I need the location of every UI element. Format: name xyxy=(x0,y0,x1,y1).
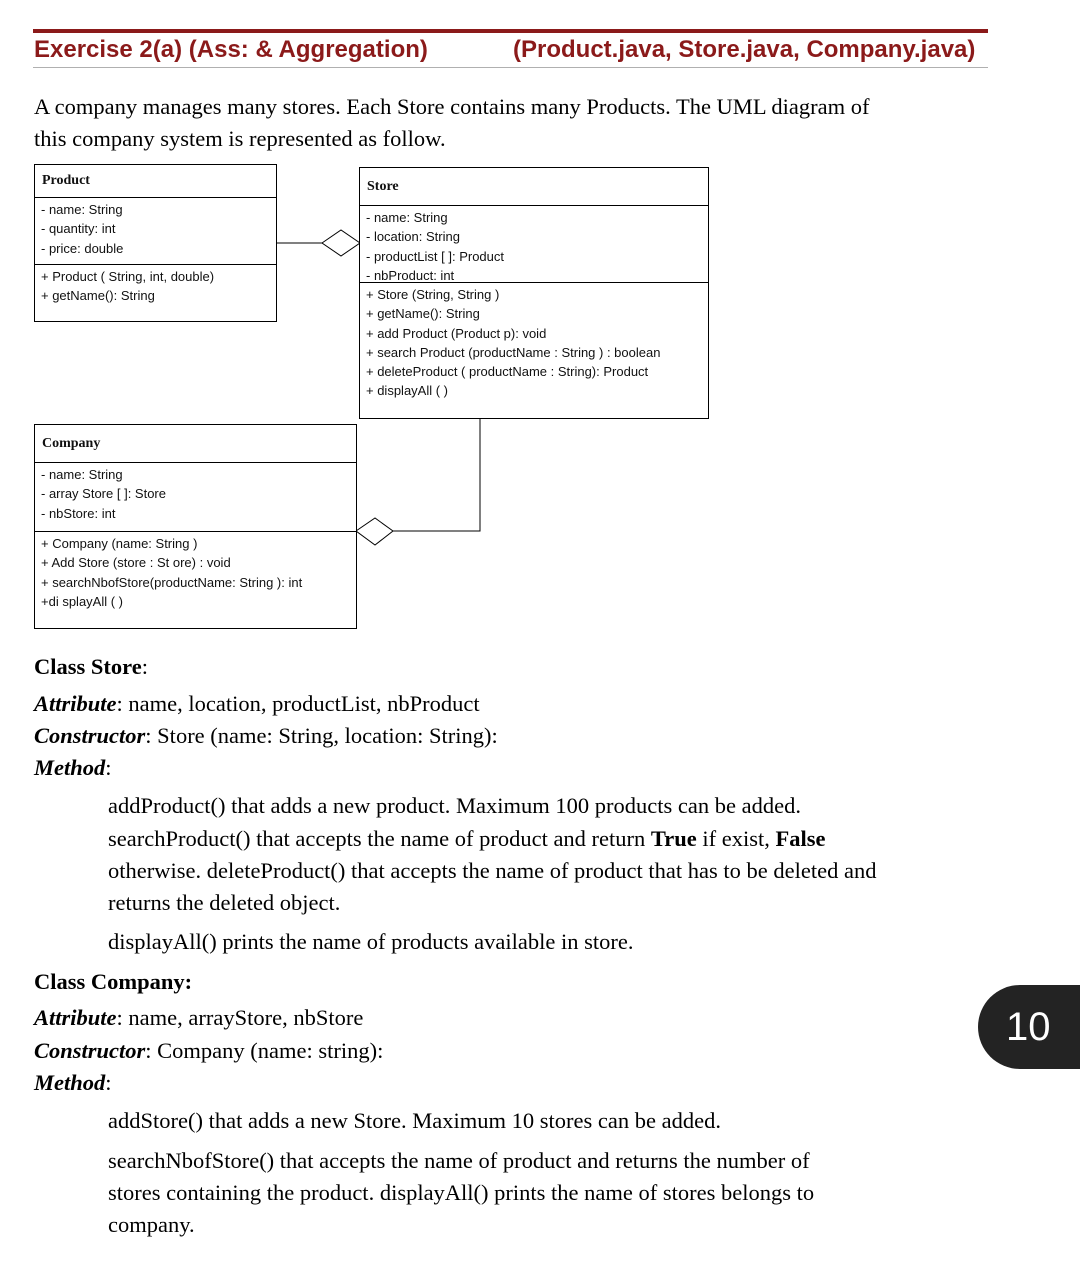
uml-method: + getName(): String xyxy=(41,288,155,304)
attribute-label: Attribute xyxy=(34,1005,117,1030)
uml-method: +di splayAll ( ) xyxy=(41,593,123,609)
search-text-b: if exist, xyxy=(696,826,776,851)
false-keyword: False xyxy=(775,826,826,851)
constructor-label: Constructor xyxy=(34,1038,146,1063)
exercise-title: Exercise 2(a) (Ass: & Aggregation) xyxy=(34,36,428,63)
page-number-badge xyxy=(978,985,1080,1069)
method-label: Method xyxy=(34,755,106,780)
uml-class-name: Store xyxy=(360,168,708,206)
intro-line-1: A company manages many stores. Each Store contains many Products. The UML diagram of xyxy=(34,94,870,119)
uml-attribute: - name: String xyxy=(41,202,123,217)
store-constructor-line xyxy=(34,720,498,752)
uml-attribute: - nbStore: int xyxy=(41,505,116,521)
constructor-label: Constructor xyxy=(34,723,146,748)
intro-line-2: this company system is represented as follow. xyxy=(34,126,446,151)
uml-method: + searchNbofStore(productName: String ): int xyxy=(41,574,303,590)
store-method-delete: otherwise. deleteProduct() that accepts the name of product that has to be deleted and xyxy=(108,858,877,883)
page-number: 10 xyxy=(1006,1004,1051,1049)
store-method-add: addProduct() that adds a new product. Maximum 100 products can be added. xyxy=(108,793,801,818)
store-method-delete-cont: returns the deleted object. xyxy=(108,890,341,915)
uml-method: + search Product (productName : String ) : boolean xyxy=(366,344,661,360)
uml-class-name: Product xyxy=(35,165,276,198)
company-method-line xyxy=(34,1067,112,1099)
uml-attributes xyxy=(35,198,276,265)
company-aggregation-diamond xyxy=(356,518,393,545)
store-method-line xyxy=(34,752,112,784)
uml-attribute: - array Store [ ]: Store xyxy=(41,486,166,502)
uml-class-product xyxy=(34,164,277,322)
company-heading: Class Company: xyxy=(34,969,193,994)
exercise-files: (Product.java, Store.java, Company.java) xyxy=(513,36,976,63)
uml-attribute: - name: String xyxy=(41,467,123,482)
true-keyword: True xyxy=(650,826,697,851)
uml-methods xyxy=(360,283,708,401)
uml-method: + add Product (Product p): void xyxy=(366,325,547,341)
attribute-text: : name, arrayStore, nbStore xyxy=(116,1005,364,1030)
store-company-line xyxy=(393,418,480,531)
uml-attribute: - nbProduct: int xyxy=(366,267,455,283)
uml-attribute: - productList [ ]: Product xyxy=(366,248,505,264)
search-text-a: searchProduct() that accepts the name of product and return xyxy=(108,826,651,851)
method-suffix: : xyxy=(105,755,112,780)
company-method-search-cont: stores containing the product. displayAll() prints the name of stores belongs to xyxy=(108,1180,815,1205)
uml-method: + displayAll ( ) xyxy=(366,383,448,399)
company-constructor-line xyxy=(34,1035,383,1067)
store-attribute-line xyxy=(34,688,480,720)
method-label: Method xyxy=(34,1070,106,1095)
store-heading-text: Class Store xyxy=(34,654,142,679)
uml-method: + Store (String, String ) xyxy=(366,287,500,302)
uml-class-company xyxy=(34,424,357,629)
uml-methods xyxy=(35,532,356,611)
uml-method: + Company (name: String ) xyxy=(41,536,198,551)
store-method-search xyxy=(108,823,825,855)
uml-attributes xyxy=(35,463,356,532)
method-suffix: : xyxy=(105,1070,112,1095)
uml-method: + getName(): String xyxy=(366,306,480,322)
company-method-add: addStore() that adds a new Store. Maximum 10 stores can be added. xyxy=(108,1108,721,1133)
uml-method: + Add Store (store : St ore) : void xyxy=(41,555,231,571)
uml-attribute: - name: String xyxy=(366,210,448,225)
uml-attribute: - price: double xyxy=(41,240,124,256)
uml-methods xyxy=(35,265,276,306)
company-attribute-line xyxy=(34,1002,363,1034)
uml-class-store xyxy=(359,167,709,419)
attribute-label: Attribute xyxy=(34,691,117,716)
store-heading xyxy=(34,651,148,683)
company-method-search-end: company. xyxy=(108,1212,195,1237)
uml-attribute: - location: String xyxy=(366,229,460,245)
company-method-search: searchNbofStore() that accepts the name of product and returns the number of xyxy=(108,1148,810,1173)
uml-method: + deleteProduct ( productName : String): Product xyxy=(366,364,649,380)
attribute-text: : name, location, productList, nbProduct xyxy=(116,691,480,716)
store-aggregation-diamond xyxy=(322,230,360,256)
constructor-text: : Store (name: String, location: String): xyxy=(145,723,498,748)
uml-attribute: - quantity: int xyxy=(41,221,116,237)
store-method-display: displayAll() prints the name of products available in store. xyxy=(108,929,634,954)
uml-class-name: Company xyxy=(35,425,356,463)
uml-attributes xyxy=(360,206,708,283)
store-heading-suffix: : xyxy=(141,654,148,679)
uml-method: + Product ( String, int, double) xyxy=(41,269,215,284)
constructor-text: : Company (name: string): xyxy=(145,1038,384,1063)
